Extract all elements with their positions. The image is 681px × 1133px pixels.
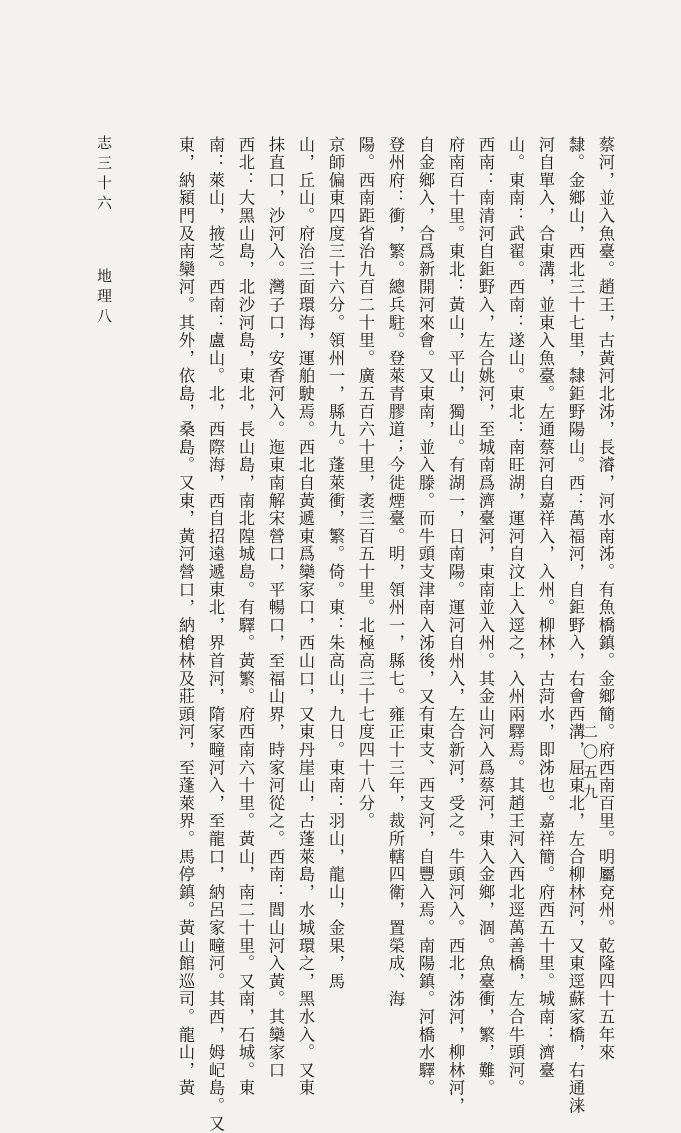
text-column-8: 登州府：衝，繁。總兵駐。登萊青膠道；今徙煙臺。明，領州一，縣七。雍正十三年，裁所轄四衛，置榮成、海 [386, 136, 405, 1009]
text-column-2: 隸。金鄉山，西北三十七里，隸鉅野陽山。西：萬福河，自鉅野入，右會西溝，屈東北，左合柳林河，又東逕蘇家橋，右通涞 [566, 136, 585, 1115]
text-column-6: 府南百十里。東北：黃山，平山，獨山。有湖一，日南陽。運河自州入，左合新河，受之。牛頭河入。西北，泲河，柳林河， [446, 136, 465, 1115]
text-column-7: 自金鄉入，合爲新開河來會。又東南，並入滕。而牛頭支津南入泲後，又有東支、西支河，自豐入焉。南陽鎮。河橋水驛。 [416, 136, 435, 1098]
text-column-4: 山。東南：武翟。西南：遂山。東北：南旺湖，運河自汶上入逕之，入州兩驛焉。其趙王河入西北逕萬善橋，左合牛頭河。 [506, 136, 525, 1098]
text-column-1: 蔡河，並入魚臺。趙王，古黃河北泲，長濬，河水南泲。有魚橋鎮。金鄉簡。府西南百里。明屬兗州。乾隆四十五年來 [596, 136, 615, 1062]
text-column-13: 西北：大黑山島，北沙河島，東北，長山島，南北隍城島。有驛。黃繁。府西南六十里。黃山，南二十里。又南，石城。東 [236, 136, 255, 1098]
text-column-9: 陽。西南距省治九百二十里。廣五百六十里，袤三百五十里。北極高三十七度四十八分。 [356, 136, 375, 831]
text-column-10: 京師偏東四度三十六分。領州一，縣九。蓬萊衝，繁。倚。東：朱高山，九日。東南：羽山，龍山，金果，馬 [326, 136, 345, 991]
text-column-14: 南：萊山，掖芝。西南：盧山。北，西際海，西自招遠遞東北，界首河，隋家疃河入，至龍口，納呂家疃河。其西，姆屺島。又 [206, 136, 225, 1133]
header-chapter: 地理八 [95, 268, 113, 328]
text-column-11: 山，丘山。府治三面環海，運舶駛焉。西北自黃遞東爲欒家口，西山口，又東丹崖山，古蓬萊島，水城環之，黑水入。又東 [296, 136, 315, 1098]
text-column-5: 西南：南清河自鉅野入，左合姚河，至城南爲濟臺河，東南並入州。其金山河入爲蔡河，東入金鄉，涸。魚臺衝，繁，難。 [476, 136, 495, 1098]
page-number: 二〇五九 [581, 724, 599, 804]
text-column-12: 抹直口，沙河入。灣子口，安香河入。迤東南解宋營口，平暢口，至福山界，時家河從之。西南：閭山河入黃。其欒家口 [266, 136, 285, 1080]
header-volume: 志三十六 [95, 135, 113, 215]
text-column-3: 河自單入，合東溝，並東入魚臺。左通蔡河自嘉祥入，入州。柳林，古菏水，即泲也。嘉祥簡。府西五十里。城南：濟臺 [536, 136, 555, 1080]
text-column-15: 東，納潁門及南欒河。其外，依島，桑島。又東，黃河營口，納槍林及莊頭河，至蓬萊界。馬停鎮。黃山館巡司。龍山，黃 [176, 136, 195, 1098]
